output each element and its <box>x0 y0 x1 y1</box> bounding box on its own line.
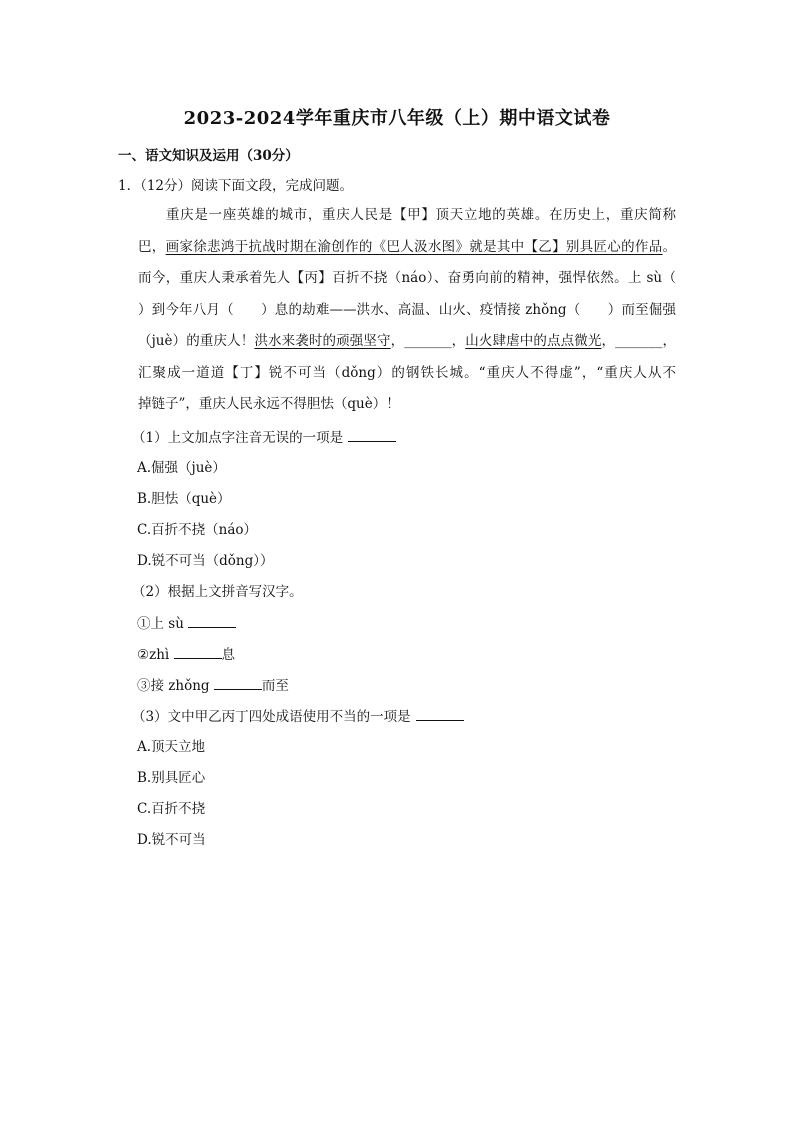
subquestion-2-prompt: （2）根据上文拼音写汉字。 <box>132 584 303 600</box>
passage-line-5 <box>138 326 676 358</box>
passage-line-2 <box>138 232 676 264</box>
passage-line-7: 掉链子”，重庆人民永远不得胆怯（què）！ <box>138 396 400 412</box>
subquestion-1-prompt: （1）上文加点字注音无误的一项是 <box>132 430 344 446</box>
reading-passage <box>138 200 676 421</box>
pinyin-item-3 <box>137 675 289 696</box>
passage-line-6: 汇聚成一道道【丁】锐不可当（dǒng）的钢铁长城。“重庆人不得虚”，“重庆人从不 <box>138 364 676 381</box>
answer-blank[interactable] <box>214 675 262 690</box>
option-c: C.百折不挠 <box>137 801 206 817</box>
section-heading: 一、语文知识及运用（30分） <box>118 148 299 164</box>
pinyin-prefix: ②zhì <box>137 647 170 663</box>
passage-line-4: ）到今年八月（ ）息的劫难——洪水、高温、山火、疫情接 zhǒng（ ）而至倔强 <box>138 301 676 318</box>
option-a: A.顶天立地 <box>137 739 206 755</box>
underlined-sentence: 画家徐悲鸿于抗战时期在渝创作的《巴人汲水图》就是其中【乙】别具匠心的作品 <box>165 238 663 255</box>
answer-blank[interactable] <box>188 613 236 628</box>
option-c: C.百折不挠（náo） <box>137 522 258 538</box>
fill-blank: ，_______， <box>390 333 466 349</box>
passage-line-3: 而今，重庆人秉承着先人【丙】百折不挠（náo）、奋勇向前的精神，强悍依然。上 sù（ <box>138 270 676 286</box>
pinyin-item-1 <box>137 613 236 634</box>
passage-text: 。 <box>662 238 677 255</box>
pinyin-suffix: 而至 <box>261 678 289 694</box>
fill-blank: ，_______， <box>601 333 676 349</box>
pinyin-prefix: ①上 sù <box>137 616 184 632</box>
answer-blank[interactable] <box>174 644 222 659</box>
subquestion-3 <box>132 706 464 727</box>
pinyin-item-2 <box>137 644 235 665</box>
passage-line-1: 重庆是一座英雄的城市，重庆人民是【甲】顶天立地的英雄。在历史上，重庆简称 <box>166 207 676 223</box>
option-d: D.锐不可当（dǒng）） <box>137 553 274 569</box>
page-title: 2023-2024学年重庆市八年级（上）期中语文试卷 <box>183 108 611 129</box>
option-b: B.别具匠心 <box>137 770 206 786</box>
option-d: D.锐不可当 <box>137 832 206 848</box>
subquestion-3-prompt: （3）文中甲乙丙丁四处成语使用不当的一项是 <box>132 709 411 725</box>
passage-text: 巴， <box>138 238 166 255</box>
pinyin-suffix: 息 <box>221 647 236 663</box>
underlined-phrase: 洪水来袭时的顽强坚守 <box>254 333 391 349</box>
option-b: B.胆怯（què） <box>137 491 231 507</box>
pinyin-prefix: ③接 zhǒng <box>137 678 210 694</box>
answer-blank[interactable] <box>416 706 464 721</box>
answer-blank[interactable] <box>348 427 396 442</box>
subquestion-1 <box>132 427 396 448</box>
passage-text: （juè）的重庆人！ <box>138 333 255 349</box>
option-a: A.倔强（juè） <box>137 460 226 476</box>
underlined-phrase: 山火肆虐中的点点微光 <box>465 333 602 349</box>
question-1-header: 1．（12分）阅读下面文段，完成问题。 <box>118 178 354 194</box>
